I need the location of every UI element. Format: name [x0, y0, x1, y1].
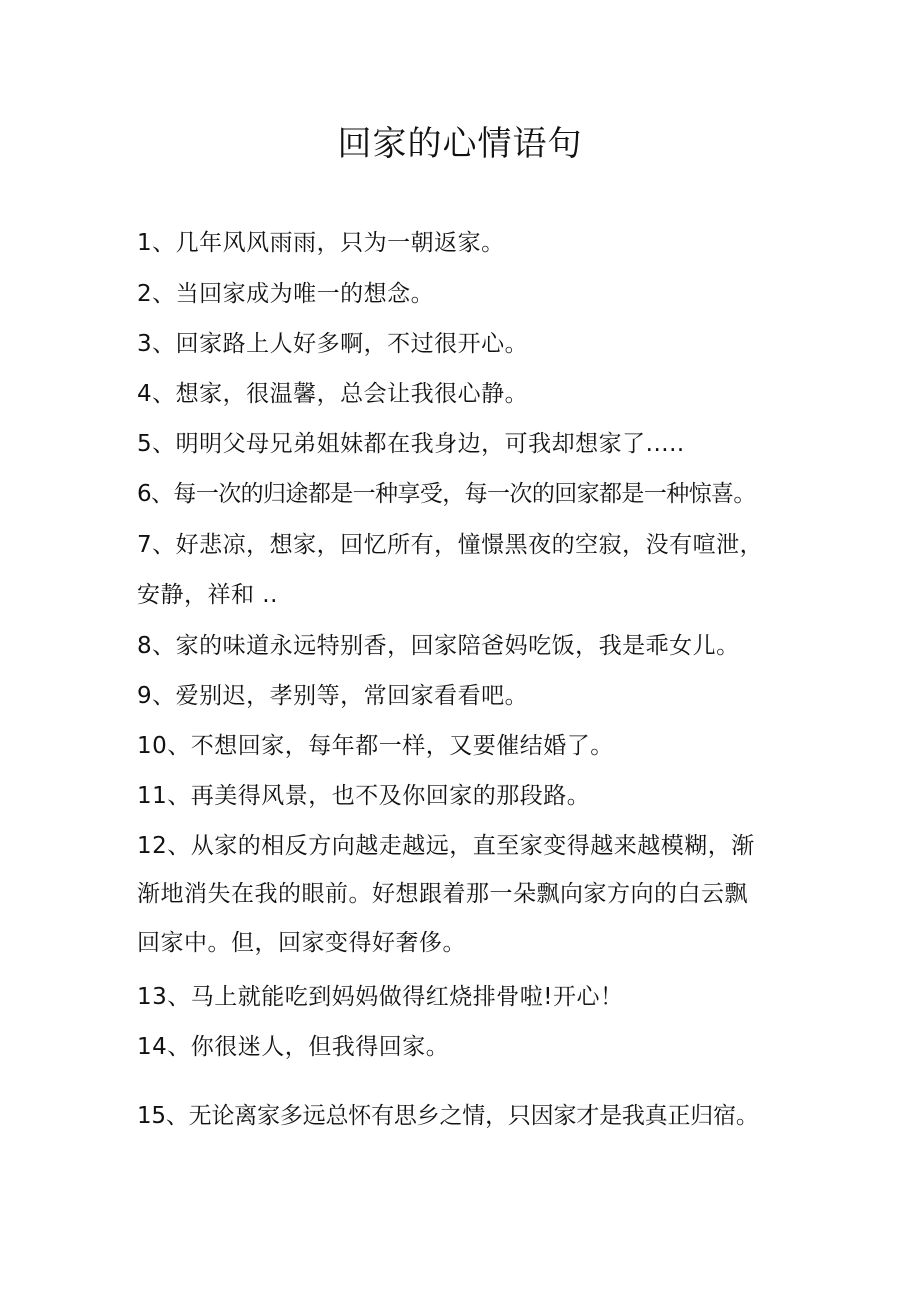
quote-line-14: 14、你很迷人，但我得回家。 [137, 1034, 450, 1060]
quote-line-10: 10、不想回家，每年都一样，又要催结婚了。 [137, 733, 614, 759]
quote-line-7: 7、好悲凉，想家，回忆所有，憧憬黑夜的空寂，没有喧泄， [137, 532, 764, 558]
quote-line-6: 6、每一次的归途都是一种享受，每一次的回家都是一种惊喜。 [137, 481, 756, 507]
quote-line-5: 5、明明父母兄弟姐妹都在我身边，可我却想家了..... [137, 431, 685, 457]
quote-line-11: 11、再美得风景，也不及你回家的那段路。 [137, 783, 591, 809]
quote-line-4: 4、想家，很温馨，总会让我很心静。 [137, 381, 529, 407]
quote-line-7-continued: 安静，祥和 .. [137, 582, 278, 608]
quote-line-12-continued-b: 回家中。但，回家变得好奢侈。 [137, 930, 466, 956]
quote-line-13: 13、马上就能吃到妈妈做得红烧排骨啦!开心！ [137, 984, 624, 1010]
quote-line-15: 15、无论离家多远总怀有思乡之情，只因家才是我真正归宿。 [137, 1103, 759, 1129]
quote-line-12-continued-a: 渐地消失在我的眼前。好想跟着那一朵飘向家方向的白云飘 [137, 881, 748, 907]
quote-line-1: 1、几年风风雨雨，只为一朝返家。 [137, 230, 505, 256]
quote-line-12: 12、从家的相反方向越走越远，直至家变得越来越模糊，渐 [137, 833, 755, 859]
quote-line-3: 3、回家路上人好多啊，不过很开心。 [137, 331, 529, 357]
quote-line-2: 2、当回家成为唯一的想念。 [137, 281, 435, 307]
page-title: 回家的心情语句 [337, 124, 583, 164]
quote-line-8: 8、家的味道永远特别香，回家陪爸妈吃饭，我是乖女儿。 [137, 633, 740, 659]
quote-line-9: 9、爱别迟，孝别等，常回家看看吧。 [137, 683, 529, 709]
